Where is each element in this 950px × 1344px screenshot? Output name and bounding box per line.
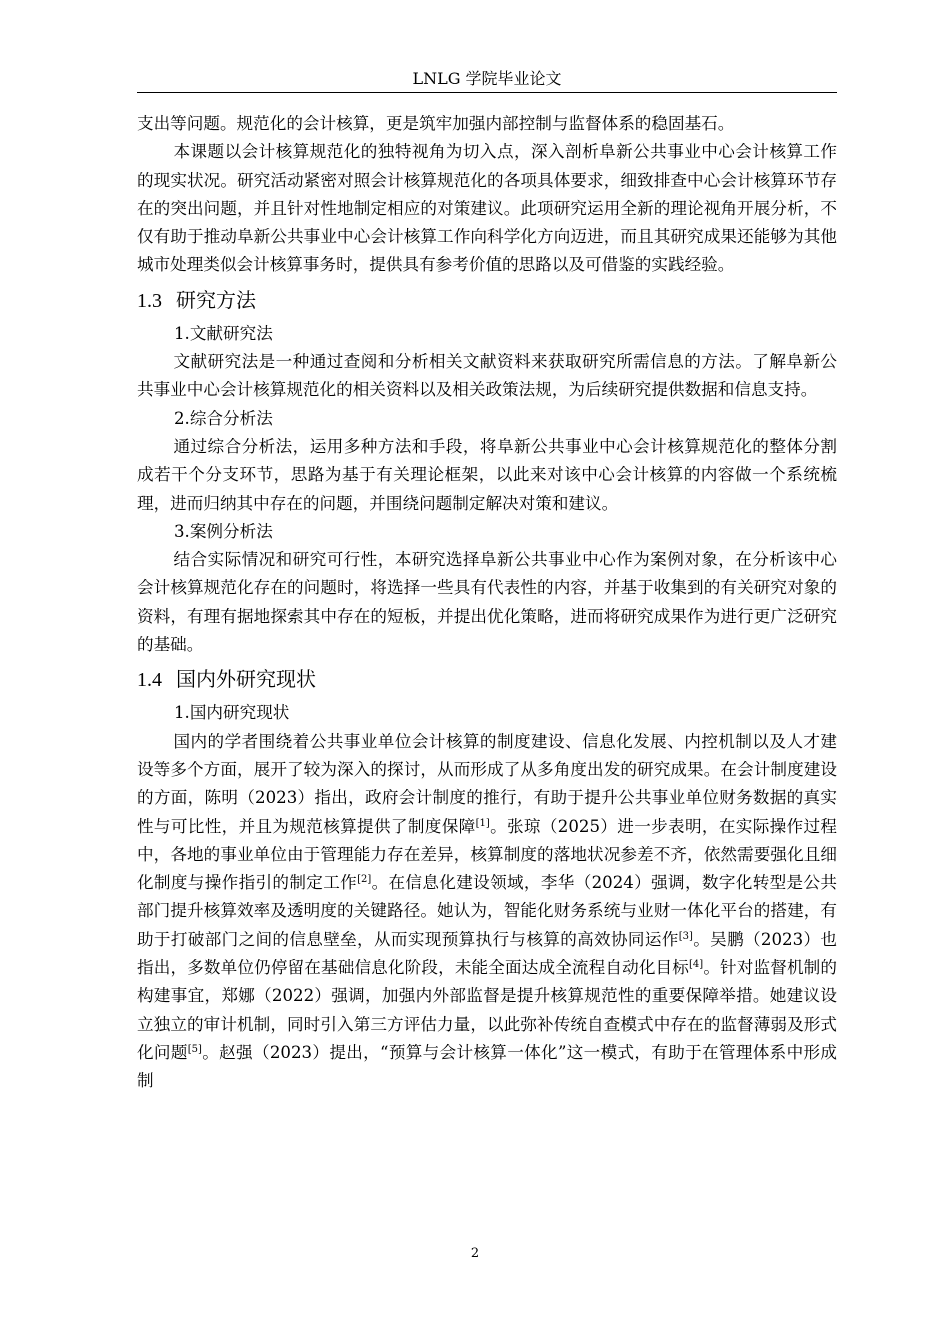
citation-ref: [3] bbox=[678, 930, 693, 942]
citation-ref: [2] bbox=[357, 874, 372, 886]
section-title: 研究方法 bbox=[176, 287, 256, 312]
method-1-text: 文献研究法是一种通过查阅和分析相关文献资料来获取研究所需信息的方法。了解阜新公共事业中心会计核算规范化的相关资料以及相关政策法规，为后续研究提供数据和信息支持。 bbox=[137, 352, 837, 400]
text-run: 。张琼（2025）进一步表明，在实际操作过程中，各地的事业单位由于管理能力存在差异，核算制度的落地状况参差不齐，依然需要强化且细化制度与操作指引的制定工作 bbox=[137, 816, 837, 893]
section-title: 国内外研究现状 bbox=[176, 667, 316, 692]
text-run: 。在信息化建设领域，李华（2024）强调，数字化转型是公共部门提升核算效率及透明度的关键路径。她认为，智能化财务系统与业财一体化平台的搭建，有助于打破部门之间的信息壁垒，从而实现预算执行与核算的高效协同运作 bbox=[137, 873, 837, 949]
section-heading-1-4 bbox=[137, 661, 837, 699]
page-body bbox=[137, 110, 837, 1096]
text-run: 。赵强（2023）提出，“预算与会计核算一体化”这一模式，有助于在管理体系中形成制 bbox=[137, 1042, 837, 1091]
domestic-research-text bbox=[137, 728, 837, 1096]
citation-ref: [4] bbox=[689, 959, 704, 971]
method-2-title: 2.综合分析法 bbox=[174, 408, 273, 428]
citation-ref: [5] bbox=[187, 1043, 202, 1055]
page-number: 2 bbox=[470, 1246, 480, 1261]
paragraph-continued: 支出等问题。规范化的会计核算，更是筑牢加强内部控制与监督体系的稳固基石。 bbox=[137, 114, 735, 133]
text-run: 。针对监督机制的构建事宜，郑娜（2022）强调，加强内外部监督是提升核算规范性的重要保障举措。她建议设立独立的审计机制，同时引入第三方评估力量，以此弥补传统自查模式中存在的监督薄弱及形式化问题 bbox=[137, 958, 838, 1062]
text-run: 国内的学者围绕着公共事业单位会计核算的制度建设、信息化发展、内控机制以及人才建设等多个方面，展开了较为深入的探讨，从而形成了从多角度出发的研究成果。在会计制度建设的方面，陈明（2023）指出，政府会计制度的推行，有助于提升公共事业单位财务数据的真实性与可比性，并且为规范核算提供了制度保障 bbox=[137, 731, 837, 836]
citation-ref: [1] bbox=[475, 817, 490, 829]
method-3-text: 结合实际情况和研究可行性，本研究选择阜新公共事业中心作为案例对象，在分析该中心会计核算规范化存在的问题时，将选择一些具有代表性的内容，并基于收集到的有关研究对象的资料，有理有据地探索其中存在的短板，并提出优化策略，进而将研究成果作为进行更广泛研究的基础。 bbox=[137, 550, 837, 655]
method-1-title: 1.文献研究法 bbox=[174, 323, 273, 343]
page-header: LNLG 学院毕业论文 bbox=[137, 66, 837, 93]
section-number: 1.3 bbox=[137, 289, 162, 312]
text-run: 。吴鹏（2023）也指出，多数单位仍停留在基础信息化阶段，未能全面达成全流程自动化目标 bbox=[137, 929, 838, 978]
section-number: 1.4 bbox=[137, 669, 162, 692]
domestic-research-title: 1.国内研究现状 bbox=[174, 703, 290, 723]
section-heading-1-3 bbox=[137, 282, 837, 320]
method-3-title: 3.案例分析法 bbox=[174, 521, 273, 541]
method-2-text: 通过综合分析法，运用多种方法和手段，将阜新公共事业中心会计核算规范化的整体分割成若干个分支环节，思路为基于有关理论框架，以此来对该中心会计核算的内容做一个系统梳理，进而归纳其中存在的问题，并围绕问题制定解决对策和建议。 bbox=[137, 436, 837, 513]
paragraph-topic: 本课题以会计核算规范化的独特视角为切入点，深入剖析阜新公共事业中心会计核算工作的现实状况。研究活动紧密对照会计核算规范化的各项具体要求，细致排查中心会计核算环节存在的突出问题，并且针对性地制定相应的对策建议。此项研究运用全新的理论视角开展分析，不仅有助于推动阜新公共事业中心会计核算工作向科学化方向迈进，而且其研究成果还能够为其他城市处理类似会计核算事务时，提供具有参考价值的思路以及可借鉴的实践经验。 bbox=[137, 142, 837, 275]
